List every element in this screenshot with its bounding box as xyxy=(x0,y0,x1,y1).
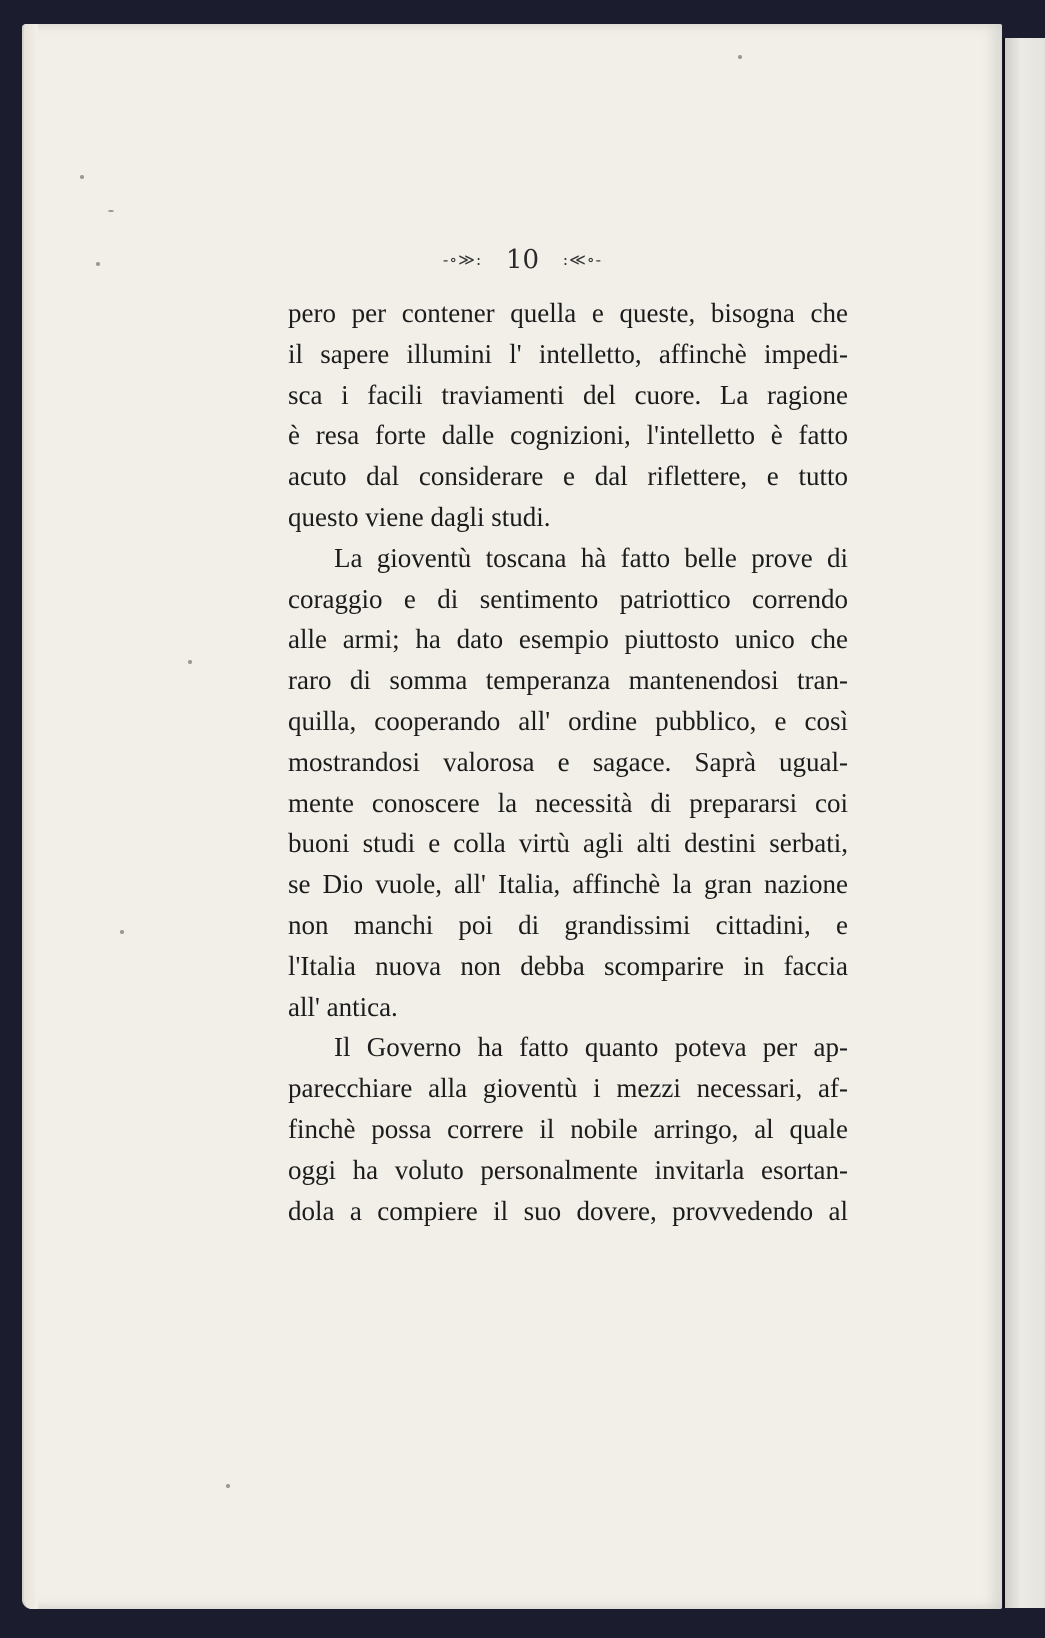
text-line: raro di somma temperanza mantenendosi tran- xyxy=(288,665,848,696)
text-line: non manchi poi di grandissimi cittadini, e xyxy=(288,909,848,940)
paper-speck xyxy=(188,660,192,664)
paper-speck xyxy=(80,175,84,179)
text-line: alle armi; ha dato esempio piuttosto unico che xyxy=(288,624,848,655)
text-line: oggi ha voluto personalmente invitarla esortan- xyxy=(288,1154,848,1185)
text-line: mostrandosi valorosa e sagace. Saprà ugual- xyxy=(288,746,848,777)
text-line: quilla, cooperando all' ordine pubblico, e così xyxy=(288,705,848,736)
text-line: dola a compiere il suo dovere, provvedendo al xyxy=(288,1195,848,1226)
text-line: pero per contener quella e queste, bisogna che xyxy=(288,298,848,328)
body-text xyxy=(288,293,848,1231)
page-number: 10 xyxy=(505,244,540,275)
text-line: all' antica. xyxy=(288,991,398,1022)
ornament-left-icon: -∘≫: xyxy=(442,250,483,269)
paper-speck xyxy=(120,930,124,934)
text-line: sca i facili traviamenti del cuore. La ragione xyxy=(288,379,848,410)
text-line: il sapere illumini l' intelletto, affinchè impedi- xyxy=(288,338,848,369)
paper-speck xyxy=(738,55,742,59)
text-line: coraggio e di sentimento patriottico correndo xyxy=(288,583,848,614)
text-line: acuto dal considerare e dal riflettere, e tutto xyxy=(288,461,848,492)
text-line: finchè possa correre il nobile arringo, al quale xyxy=(288,1113,848,1144)
paragraph-1 xyxy=(288,293,848,538)
text-line: Il Governo ha fatto quanto poteva per ap- xyxy=(334,1032,848,1063)
text-line: parecchiare alla gioventù i mezzi necessari, af- xyxy=(288,1073,848,1104)
text-line: buoni studi e colla virtù agli alti destini serbati, xyxy=(288,828,848,859)
text-line: mente conoscere la necessità di prepararsi coi xyxy=(288,787,848,818)
paper-speck xyxy=(226,1484,230,1488)
running-header xyxy=(0,244,1045,275)
text-line: La gioventù toscana hà fatto belle prove di xyxy=(334,542,848,573)
ornament-right-icon: :≪∘- xyxy=(562,250,603,269)
text-line: questo viene dagli studi. xyxy=(288,501,551,532)
text-line: l'Italia nuova non debba scomparire in faccia xyxy=(288,950,848,981)
paper-speck xyxy=(108,210,114,212)
text-line: è resa forte dalle cognizioni, l'intelletto è fatto xyxy=(288,420,848,451)
text-line: se Dio vuole, all' Italia, affinchè la gran nazione xyxy=(288,869,848,900)
paragraph-3 xyxy=(288,1027,848,1231)
paragraph-2 xyxy=(288,538,848,1028)
